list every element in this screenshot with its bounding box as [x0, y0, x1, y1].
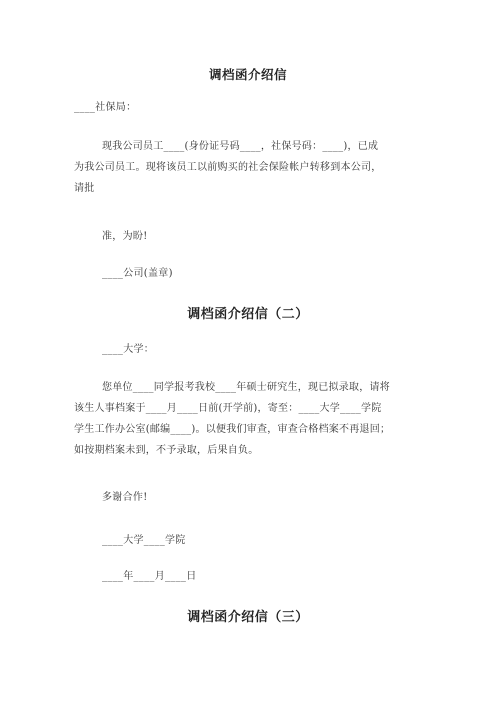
section1-salutation: ____社保局： [74, 102, 137, 113]
section1-title: 调档函介绍信 [208, 67, 287, 82]
section2-body-line-1: 您单位____同学报考我校____年硕士研究生，现已拟录取，请将 [102, 382, 390, 393]
section1-body [74, 136, 426, 199]
section1-signature: ____公司(盖章) [102, 268, 173, 279]
section2-date: ____年____月____日 [102, 571, 197, 582]
section2-signature: ____大学____学院 [102, 535, 186, 546]
section1-body-line-2: 为我公司员工。现将该员工以前购买的社会保险帐户转移到本公司， [74, 162, 382, 173]
section2-body-line-2: 该生人事档案于____月____日前(开学前)，寄至：____大学____学院 [74, 403, 382, 414]
section2-title: 调档函介绍信（二） [187, 307, 309, 322]
section1-body-line-1: 现我公司员工____(身份证号码____，社保号码：____)，已成 [102, 141, 379, 152]
section2-body-line-4: 如按期档案未到，不予录取，后果自负。 [74, 445, 259, 456]
section2-thanks: 多谢合作! [102, 492, 148, 503]
section3-title: 调档函介绍信（三） [187, 610, 309, 625]
section2-body-line-3: 学生工作办公室(邮编____)。以便我们审查，审查合格档案不再退回； [74, 424, 391, 435]
section2-salutation: ____大学： [102, 344, 155, 355]
section1-body-line-3: 请批 [74, 183, 95, 194]
section1-closing: 准，为盼! [102, 231, 148, 242]
section2-body [74, 377, 426, 461]
